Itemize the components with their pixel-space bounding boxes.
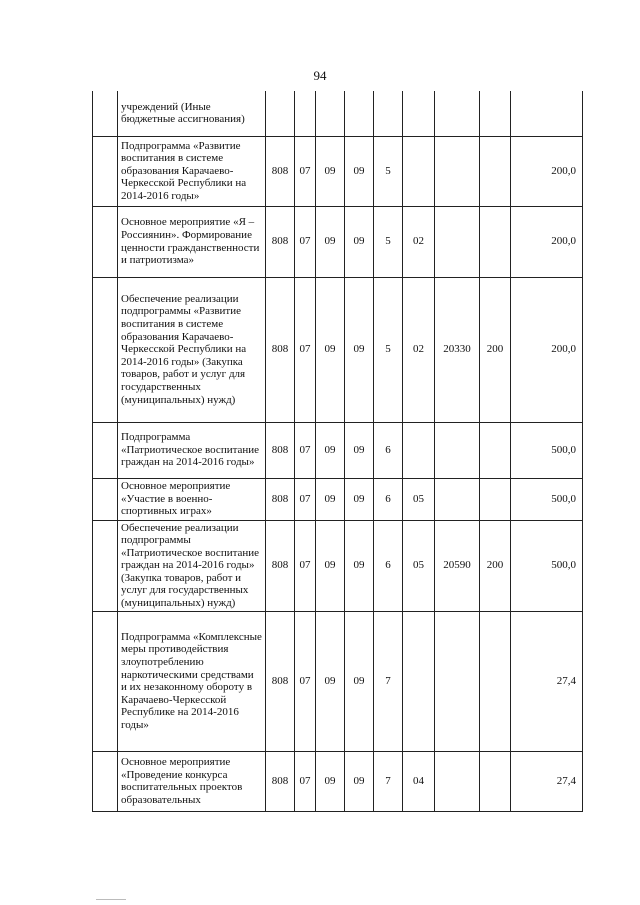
program-code-cell: 09: [345, 277, 374, 422]
direction-code-cell: [435, 478, 480, 520]
index-cell: [93, 478, 118, 520]
expense-type-code-cell: [480, 478, 511, 520]
table-row: [93, 206, 583, 277]
subsection-code-cell: 09: [316, 136, 345, 206]
subprogram-code-cell: 5: [374, 277, 403, 422]
amount-cell: 500,0: [511, 422, 583, 478]
row-name-cell: Подпрограмма «Комплексные меры противодействия злоупотреблению наркотическими средствами и их незаконному обороту в Карачаево-Черкесской Республике на 2014-2016 годы»: [118, 611, 266, 751]
subsection-code-cell: 09: [316, 478, 345, 520]
table-row: [93, 277, 583, 422]
row-name-cell: Основное мероприятие «Проведение конкурса воспитательных проектов образовательных: [118, 751, 266, 811]
index-cell: [93, 91, 118, 136]
expense-type-code-cell: 200: [480, 520, 511, 611]
amount-cell: 27,4: [511, 611, 583, 751]
main-event-code-cell: [403, 422, 435, 478]
subprogram-code-cell: 6: [374, 422, 403, 478]
main-event-code-cell: 04: [403, 751, 435, 811]
subsection-code-cell: 09: [316, 206, 345, 277]
ministry-code-cell: [266, 91, 295, 136]
direction-code-cell: 20590: [435, 520, 480, 611]
subprogram-code-cell: 5: [374, 206, 403, 277]
scan-artifact: [96, 899, 126, 900]
index-cell: [93, 136, 118, 206]
page-number: 94: [313, 68, 327, 83]
section-code-cell: 07: [295, 136, 316, 206]
main-event-code-cell: [403, 91, 435, 136]
amount-cell: 500,0: [511, 520, 583, 611]
main-event-code-cell: [403, 136, 435, 206]
section-code-cell: 07: [295, 277, 316, 422]
direction-code-cell: [435, 91, 480, 136]
direction-code-cell: [435, 751, 480, 811]
index-cell: [93, 422, 118, 478]
subprogram-code-cell: 7: [374, 751, 403, 811]
table-row: [93, 520, 583, 611]
ministry-code-cell: 808: [266, 422, 295, 478]
row-name-cell: Основное мероприятие «Я – Россиянин». Формирование ценности гражданственности и патриотизма»: [118, 206, 266, 277]
expense-type-code-cell: 200: [480, 277, 511, 422]
subprogram-code-cell: 6: [374, 478, 403, 520]
subsection-code-cell: 09: [316, 520, 345, 611]
index-cell: [93, 206, 118, 277]
ministry-code-cell: 808: [266, 206, 295, 277]
subprogram-code-cell: 5: [374, 136, 403, 206]
subprogram-code-cell: 6: [374, 520, 403, 611]
row-name-cell: Обеспечение реализации подпрограммы «Патриотическое воспитание граждан на 2014-2016 годы» (Закупка товаров, работ и услуг для государственных (муниципальных) нужд): [118, 520, 266, 611]
index-cell: [93, 751, 118, 811]
program-code-cell: 09: [345, 751, 374, 811]
budget-table: [92, 91, 583, 812]
direction-code-cell: [435, 136, 480, 206]
table-row: [93, 91, 583, 136]
row-name-cell: Подпрограмма «Патриотическое воспитание граждан на 2014-2016 годы»: [118, 422, 266, 478]
row-name-cell: Подпрограмма «Развитие воспитания в системе образования Карачаево-Черкесской Республики на 2014-2016 годы»: [118, 136, 266, 206]
subsection-code-cell: 09: [316, 422, 345, 478]
ministry-code-cell: 808: [266, 277, 295, 422]
expense-type-code-cell: [480, 751, 511, 811]
amount-cell: 200,0: [511, 277, 583, 422]
index-cell: [93, 520, 118, 611]
row-name-cell: Обеспечение реализации подпрограммы «Развитие воспитания в системе образования Карачаево-Черкесской Республики на 2014-2016 годы» (Закупка товаров, работ и услуг для государственных (муниципальных) нужд): [118, 277, 266, 422]
direction-code-cell: 20330: [435, 277, 480, 422]
main-event-code-cell: [403, 611, 435, 751]
main-event-code-cell: 05: [403, 520, 435, 611]
row-name-cell: Основное мероприятие «Участие в военно-спортивных играх»: [118, 478, 266, 520]
main-event-code-cell: 02: [403, 277, 435, 422]
table-row: [93, 751, 583, 811]
expense-type-code-cell: [480, 206, 511, 277]
direction-code-cell: [435, 206, 480, 277]
program-code-cell: 09: [345, 520, 374, 611]
table-row: [93, 422, 583, 478]
amount-cell: 200,0: [511, 136, 583, 206]
ministry-code-cell: 808: [266, 751, 295, 811]
subsection-code-cell: 09: [316, 611, 345, 751]
ministry-code-cell: 808: [266, 611, 295, 751]
program-code-cell: 09: [345, 611, 374, 751]
table-row: [93, 611, 583, 751]
program-code-cell: 09: [345, 478, 374, 520]
program-code-cell: 09: [345, 206, 374, 277]
row-name-cell: учреждений (Иные бюджетные ассигнования): [118, 91, 266, 136]
expense-type-code-cell: [480, 422, 511, 478]
section-code-cell: 07: [295, 751, 316, 811]
expense-type-code-cell: [480, 611, 511, 751]
table-row: [93, 136, 583, 206]
program-code-cell: 09: [345, 422, 374, 478]
section-code-cell: 07: [295, 206, 316, 277]
subsection-code-cell: 09: [316, 277, 345, 422]
index-cell: [93, 611, 118, 751]
main-event-code-cell: 02: [403, 206, 435, 277]
subsection-code-cell: 09: [316, 751, 345, 811]
section-code-cell: [295, 91, 316, 136]
ministry-code-cell: 808: [266, 478, 295, 520]
amount-cell: [511, 91, 583, 136]
amount-cell: 200,0: [511, 206, 583, 277]
subsection-code-cell: [316, 91, 345, 136]
index-cell: [93, 277, 118, 422]
main-event-code-cell: 05: [403, 478, 435, 520]
direction-code-cell: [435, 611, 480, 751]
section-code-cell: 07: [295, 422, 316, 478]
table-row: [93, 478, 583, 520]
ministry-code-cell: 808: [266, 520, 295, 611]
amount-cell: 500,0: [511, 478, 583, 520]
subprogram-code-cell: 7: [374, 611, 403, 751]
section-code-cell: 07: [295, 611, 316, 751]
program-code-cell: 09: [345, 136, 374, 206]
subprogram-code-cell: [374, 91, 403, 136]
amount-cell: 27,4: [511, 751, 583, 811]
expense-type-code-cell: [480, 136, 511, 206]
section-code-cell: 07: [295, 520, 316, 611]
expense-type-code-cell: [480, 91, 511, 136]
program-code-cell: [345, 91, 374, 136]
direction-code-cell: [435, 422, 480, 478]
section-code-cell: 07: [295, 478, 316, 520]
ministry-code-cell: 808: [266, 136, 295, 206]
